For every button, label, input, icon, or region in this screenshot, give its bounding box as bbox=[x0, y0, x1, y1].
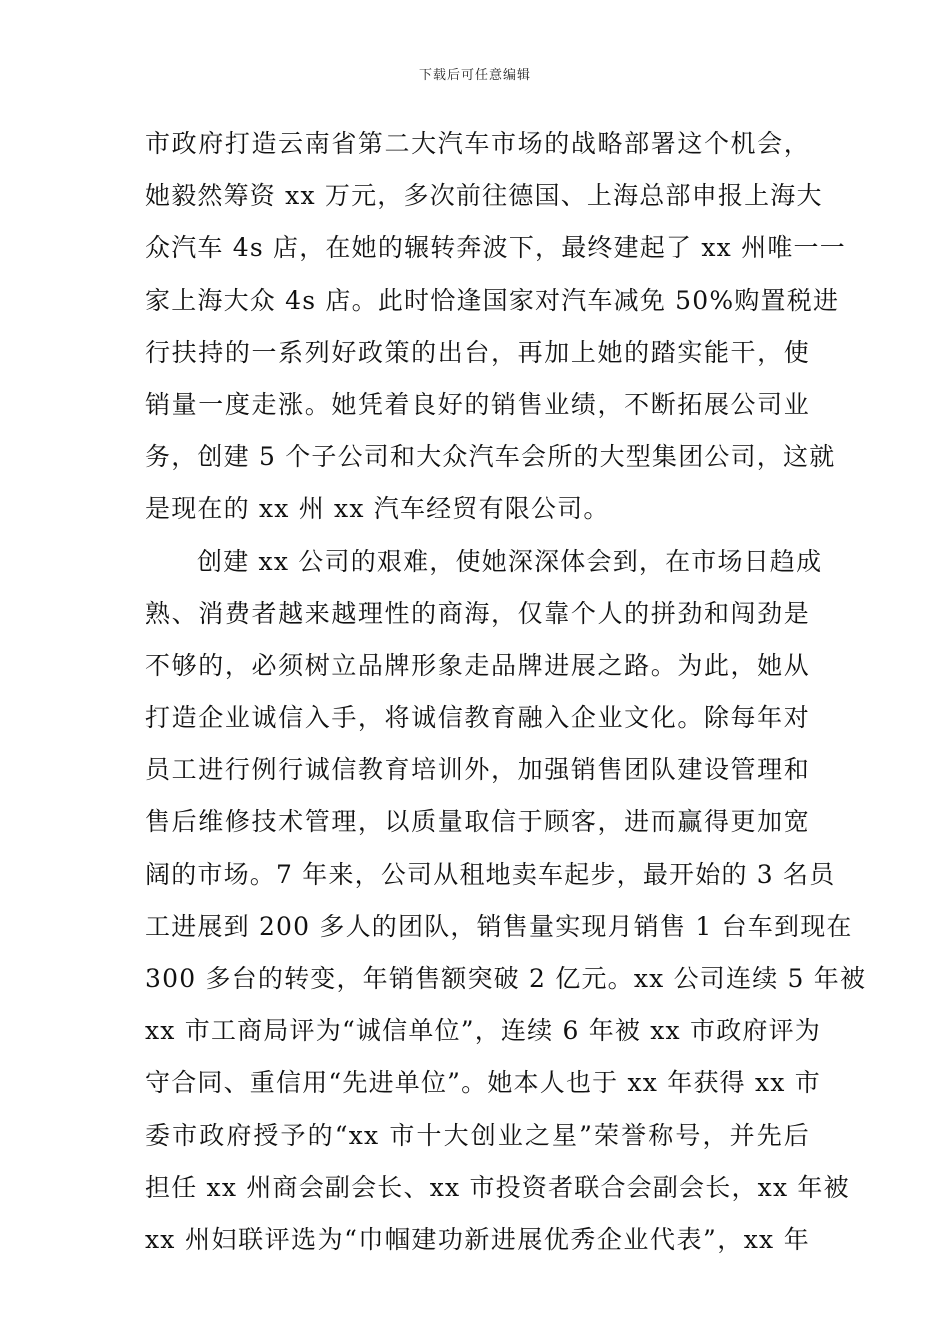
page-header: 下载后可任意编辑 bbox=[418, 68, 531, 83]
text-line: 员工进行例行诚信教育培训外，加强销售团队建设管理和 bbox=[145, 755, 810, 785]
text-line: 担任 xx 州商会副会长、xx 市投资者联合会副会长，xx 年被 bbox=[145, 1172, 850, 1202]
text-line: 是现在的 xx 州 xx 汽车经贸有限公司。 bbox=[145, 494, 610, 524]
text-line: 务，创建 5 个子公司和大众汽车会所的大型集团公司，这就 bbox=[145, 442, 836, 472]
text-line: 300 多台的转变，年销售额突破 2 亿元。xx 公司连续 5 年被 bbox=[145, 964, 867, 993]
text-line: 守合同、重信用“先进单位”。她本人也于 xx 年获得 xx 市 bbox=[145, 1068, 821, 1098]
text-line: xx 州妇联评选为“巾帼建功新进展优秀企业代表”，xx 年 bbox=[145, 1224, 810, 1254]
text-line: 她毅然筹资 xx 万元，多次前往德国、上海总部申报上海大 bbox=[145, 181, 823, 211]
text-line: 行扶持的一系列好政策的出台，再加上她的踏实能干，使 bbox=[145, 337, 810, 367]
text-line: 阔的市场。7 年来，公司从租地卖车起步，最开始的 3 名员 bbox=[145, 859, 836, 889]
text-line: 市政府打造云南省第二大汽车市场的战略部署这个机会， bbox=[145, 129, 810, 158]
text-line: 打造企业诚信入手，将诚信教育融入企业文化。除每年对 bbox=[145, 703, 810, 733]
text-line: 工进展到 200 多人的团队，销售量实现月销售 1 台车到现在 bbox=[145, 911, 853, 941]
paragraph-2 bbox=[145, 542, 867, 1273]
text-line: 售后维修技术管理，以质量取信于顾客，进而赢得更加宽 bbox=[145, 807, 810, 837]
text-line: 销量一度走涨。她凭着良好的销售业绩，不断拓展公司业 bbox=[145, 389, 810, 419]
paragraph-1 bbox=[145, 124, 846, 542]
text-line: 家上海大众 4s 店。此时恰逢国家对汽车减免 50%购置税进 bbox=[145, 285, 840, 315]
text-line: 创建 xx 公司的艰难，使她深深体会到，在市场日趋成 bbox=[197, 546, 823, 576]
text-line: 委市政府授予的“xx 市十大创业之星”荣誉称号，并先后 bbox=[145, 1120, 810, 1150]
text-line: 熟、消费者越来越理性的商海，仅靠个人的拼劲和闯劲是 bbox=[145, 598, 810, 628]
text-line: 众汽车 4s 店，在她的辗转奔波下，最终建起了 xx 州唯一一 bbox=[145, 233, 846, 263]
text-line: 不够的，必须树立品牌形象走品牌进展之路。为此，她从 bbox=[145, 650, 810, 680]
text-line: xx 市工商局评为“诚信单位”，连续 6 年被 xx 市政府评为 bbox=[145, 1016, 821, 1046]
document-body bbox=[145, 124, 867, 1272]
